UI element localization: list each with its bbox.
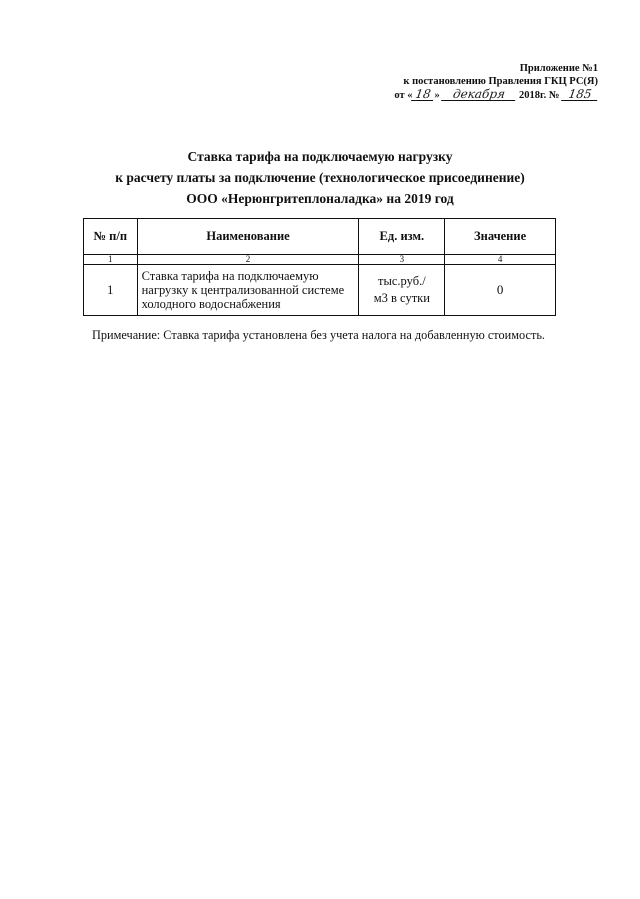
tariff-table — [83, 218, 556, 316]
table-index-row — [84, 255, 556, 265]
row-number: 1 — [84, 265, 138, 316]
handwritten-day: 18 — [412, 88, 436, 101]
document-title — [10, 146, 630, 209]
row-name-line-3: холодного водоснабжения — [141, 297, 281, 311]
handwritten-month: декабря — [441, 88, 517, 101]
note-text: Примечание: Ставка тарифа установлена без учета налога на добавленную стоимость. — [92, 328, 546, 342]
title-line-2: к расчету платы за подключение (технологическое присоединение) — [115, 170, 525, 185]
date-mid: » — [434, 90, 440, 101]
index-cell-1: 1 — [84, 255, 138, 265]
appendix-title: Приложение №1 — [519, 63, 598, 74]
title-line-3: ООО «Нерюнгритеплоналадка» на 2019 год — [186, 191, 454, 206]
row-unit-line-1: тыс.руб./ — [378, 274, 426, 288]
index-cell-2: 2 — [137, 255, 359, 265]
appendix-header — [394, 62, 598, 102]
handwritten-number: 185 — [561, 88, 599, 101]
header-number: № п/п — [84, 219, 138, 255]
row-value: 0 — [445, 265, 556, 316]
row-unit-line-2: м3 в сутки — [373, 291, 430, 305]
title-line-1: Ставка тарифа на подключаемую нагрузку — [187, 149, 453, 164]
appendix-resolution: к постановлению Правления ГКЦ РС(Я) — [403, 76, 598, 87]
row-unit — [359, 265, 445, 316]
header-value: Значение — [445, 219, 556, 255]
date-prefix: от « — [394, 90, 413, 101]
appendix-date-line — [394, 88, 598, 102]
table-header-row — [84, 219, 556, 255]
header-unit: Ед. изм. — [359, 219, 445, 255]
row-name — [137, 265, 359, 316]
table-row — [84, 265, 556, 316]
index-cell-3: 3 — [359, 255, 445, 265]
header-name: Наименование — [137, 219, 359, 255]
row-name-line-2: нагрузку к централизованной системе — [141, 283, 345, 297]
row-name-line-1: Ставка тарифа на подключаемую — [141, 269, 319, 283]
index-cell-4: 4 — [445, 255, 556, 265]
year-text: 2018г. № — [518, 90, 560, 101]
